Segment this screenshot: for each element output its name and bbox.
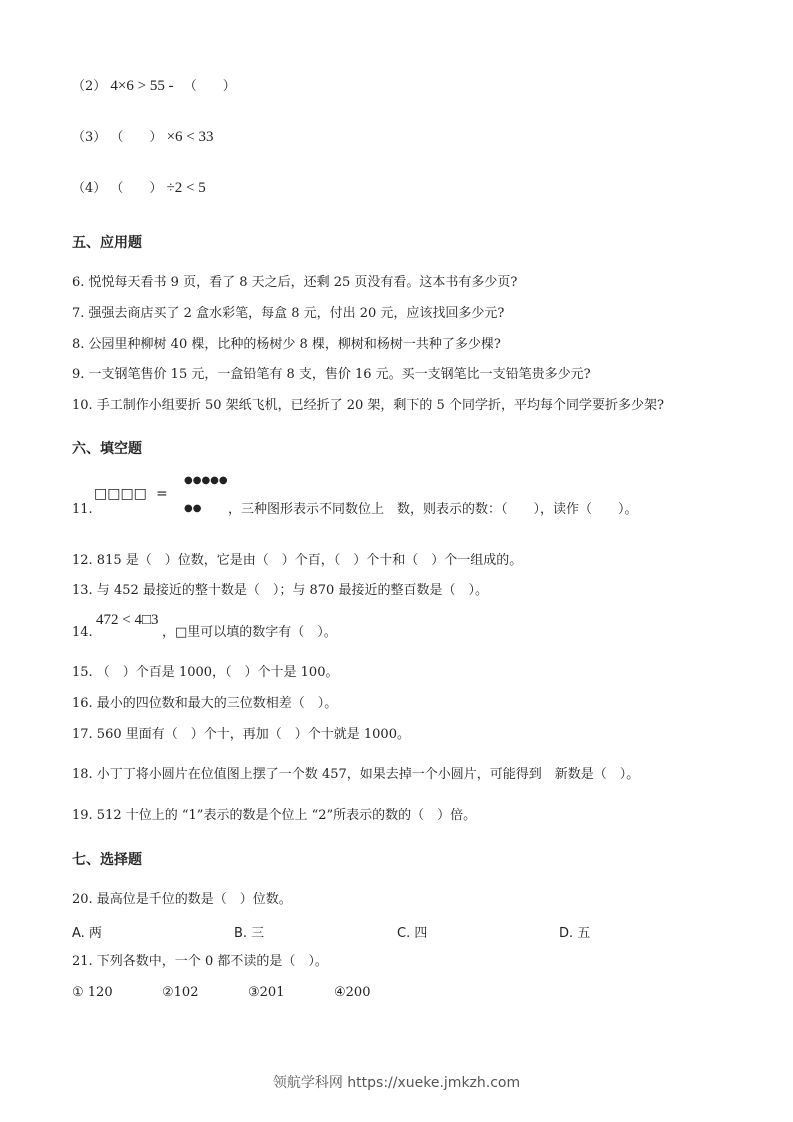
q3-label: （3） xyxy=(72,130,107,145)
question-6: 6. 悦悦每天看书 9 页，看了 8 天之后，还剩 25 页没有看。这本书有多少页? xyxy=(72,275,518,290)
question-4 xyxy=(72,179,206,198)
q21-option-4: ④200 xyxy=(334,985,371,1000)
question-2 xyxy=(72,77,236,96)
q11-dots-bottom: ●● xyxy=(184,503,202,514)
q20-option-d: D. 五 xyxy=(559,926,591,941)
q20-option-b: B. 三 xyxy=(234,926,265,941)
q14-expression: 472 < 4□3 xyxy=(96,612,159,628)
question-18: 18. 小丁丁将小圆片在位值图上摆了一个数 457，如果去掉一个小圆片，可能得到 新数是（ ）。 xyxy=(72,767,640,782)
q11-number: 11. xyxy=(72,502,93,517)
q2-blank: （ ） xyxy=(183,79,236,94)
question-12: 12. 815 是（ ）位数，它是由（ ）个百，（ ）个十和（ ）个一组成的。 xyxy=(72,553,523,568)
question-16: 16. 最小的四位数和最大的三位数相差（ ）。 xyxy=(72,696,338,711)
q21-option-1: ① 120 xyxy=(72,985,113,1000)
q3-blank: （ ） xyxy=(110,130,163,145)
question-13: 13. 与 452 最接近的整十数是（ ）；与 870 最接近的整百数是（ ）。 xyxy=(72,583,488,598)
q14-number: 14. xyxy=(72,625,93,640)
q2-expression: 4×6 > 55 - xyxy=(110,78,174,94)
q3-expression: ×6 < 33 xyxy=(166,129,214,145)
question-21: 21. 下列各数中，一个 0 都不读的是（ ）。 xyxy=(72,954,328,969)
q4-blank: （ ） xyxy=(110,181,163,196)
q4-expression: ÷2 < 5 xyxy=(166,180,206,196)
q11-equals: = xyxy=(156,486,168,502)
question-20: 20. 最高位是千位的数是（ ）位数。 xyxy=(72,892,292,907)
question-8: 8. 公园里种柳树 40 棵，比种的杨树少 8 棵，柳树和杨树一共种了多少棵? xyxy=(72,337,501,352)
q21-option-3: ③201 xyxy=(248,985,285,1000)
q20-option-c: C. 四 xyxy=(397,926,428,941)
question-3 xyxy=(72,128,214,147)
section-6-title: 六、填空题 xyxy=(72,441,142,457)
section-5-title: 五、应用题 xyxy=(72,235,142,251)
question-17: 17. 560 里面有（ ）个十，再加（ ）个十就是 1000。 xyxy=(72,727,410,742)
question-10: 10. 手工制作小组要折 50 架纸飞机，已经折了 20 架，剩下的 5 个同学折，平均每个同学要折多少架? xyxy=(72,398,664,413)
question-19: 19. 512 十位上的 “1”表示的数是个位上 “2”所表示的数的（ ）倍。 xyxy=(72,808,477,823)
section-7-title: 七、选择题 xyxy=(72,852,142,868)
q21-option-2: ②102 xyxy=(162,985,199,1000)
q2-label: （2） xyxy=(72,79,107,94)
q20-option-a: A. 两 xyxy=(72,926,102,941)
question-9: 9. 一支钢笔售价 15 元，一盒铅笔有 8 支，售价 16 元。买一支钢笔比一支铅笔贵多少元? xyxy=(72,367,591,382)
q11-dots-top: ●●●●● xyxy=(184,475,228,486)
question-7: 7. 强强去商店买了 2 盒水彩笔，每盒 8 元，付出 20 元，应该找回多少元? xyxy=(72,306,505,321)
question-15: 15. （ ）个百是 1000，（ ）个十是 100。 xyxy=(72,665,339,680)
q11-text: ，三种图形表示不同数位上 数，则表示的数：（ ），读作（ ）。 xyxy=(228,502,638,517)
q11-box-shapes: □□□□ xyxy=(94,486,147,502)
q14-text: ，□里可以填的数字有（ ）。 xyxy=(162,625,337,640)
footer-watermark: 领航学科网 https://xueke.jmkzh.com xyxy=(272,1075,521,1091)
q4-label: （4） xyxy=(72,181,107,196)
